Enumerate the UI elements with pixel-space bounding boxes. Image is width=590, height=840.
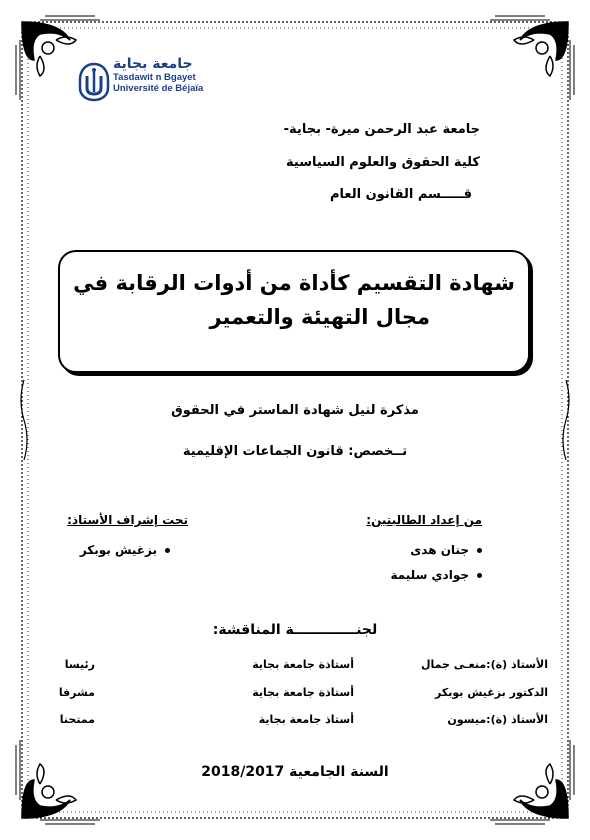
supervisor-heading: تحت إشراف الأستاذ: — [67, 513, 188, 527]
thesis-title — [60, 266, 528, 334]
jury-member-3-name: الأستاذ (ة):ميسون — [447, 713, 548, 726]
university-name-block — [113, 56, 223, 94]
university-name-kab: Tasdawit n Bgayet — [113, 72, 196, 83]
jury-member-3-affiliation: أستاذ جامعة بجاية — [258, 713, 354, 726]
bullet-icon — [165, 548, 170, 553]
thesis-title-line2: مجال التهيئة والتعمير — [209, 305, 430, 329]
university-name-fr: Université de Béjaïa — [113, 83, 204, 94]
header-university: جامعة عبد الرحمن ميرة- بجاية- — [283, 122, 480, 137]
specialty-text: تــخصص: قانون الجماعات الإقليمية — [182, 444, 408, 459]
bullet-icon — [477, 548, 482, 553]
thesis-title-box — [58, 250, 530, 373]
header-faculty: كلية الحقوق والعلوم السياسية — [286, 155, 480, 170]
jury-member-2-name: الدكتور بزغيش بوبكر — [435, 686, 548, 699]
jury-member-1-role: رئيسا — [64, 658, 95, 671]
bullet-icon — [477, 573, 482, 578]
academic-year: السنة الجامعية 2018/2017 — [201, 764, 389, 780]
student-2: جوادي سليمة — [390, 568, 482, 582]
jury-member-1-name: الأستاذ (ة):منعـى جمال — [420, 658, 548, 671]
degree-text: مذكرة لنيل شهادة الماستر في الحقوق — [171, 403, 419, 418]
thesis-title-line1: شهادة التقسيم كأداة من أدوات الرقابة في — [73, 271, 515, 295]
jury-member-2-affiliation: أستاذة جامعة بجاية — [252, 686, 354, 699]
jury-member-2-role: مشرفا — [58, 686, 95, 699]
jury-heading: لجنـــــــــــــة المناقشة: — [212, 622, 378, 638]
students-heading: من إعداد الطالبتين: — [366, 513, 482, 527]
student-1: جنان هدى — [410, 543, 482, 557]
header-department: قـــــسم القانون العام — [330, 187, 472, 202]
jury-member-3-role: ممتحنا — [59, 713, 95, 726]
university-name-ar: جامعة بجاية — [113, 56, 193, 72]
jury-member-1-affiliation: أستاذة جامعة بجاية — [252, 658, 354, 671]
supervisor-name: بزغيش بوبكر — [80, 543, 170, 557]
university-logo — [78, 62, 110, 102]
